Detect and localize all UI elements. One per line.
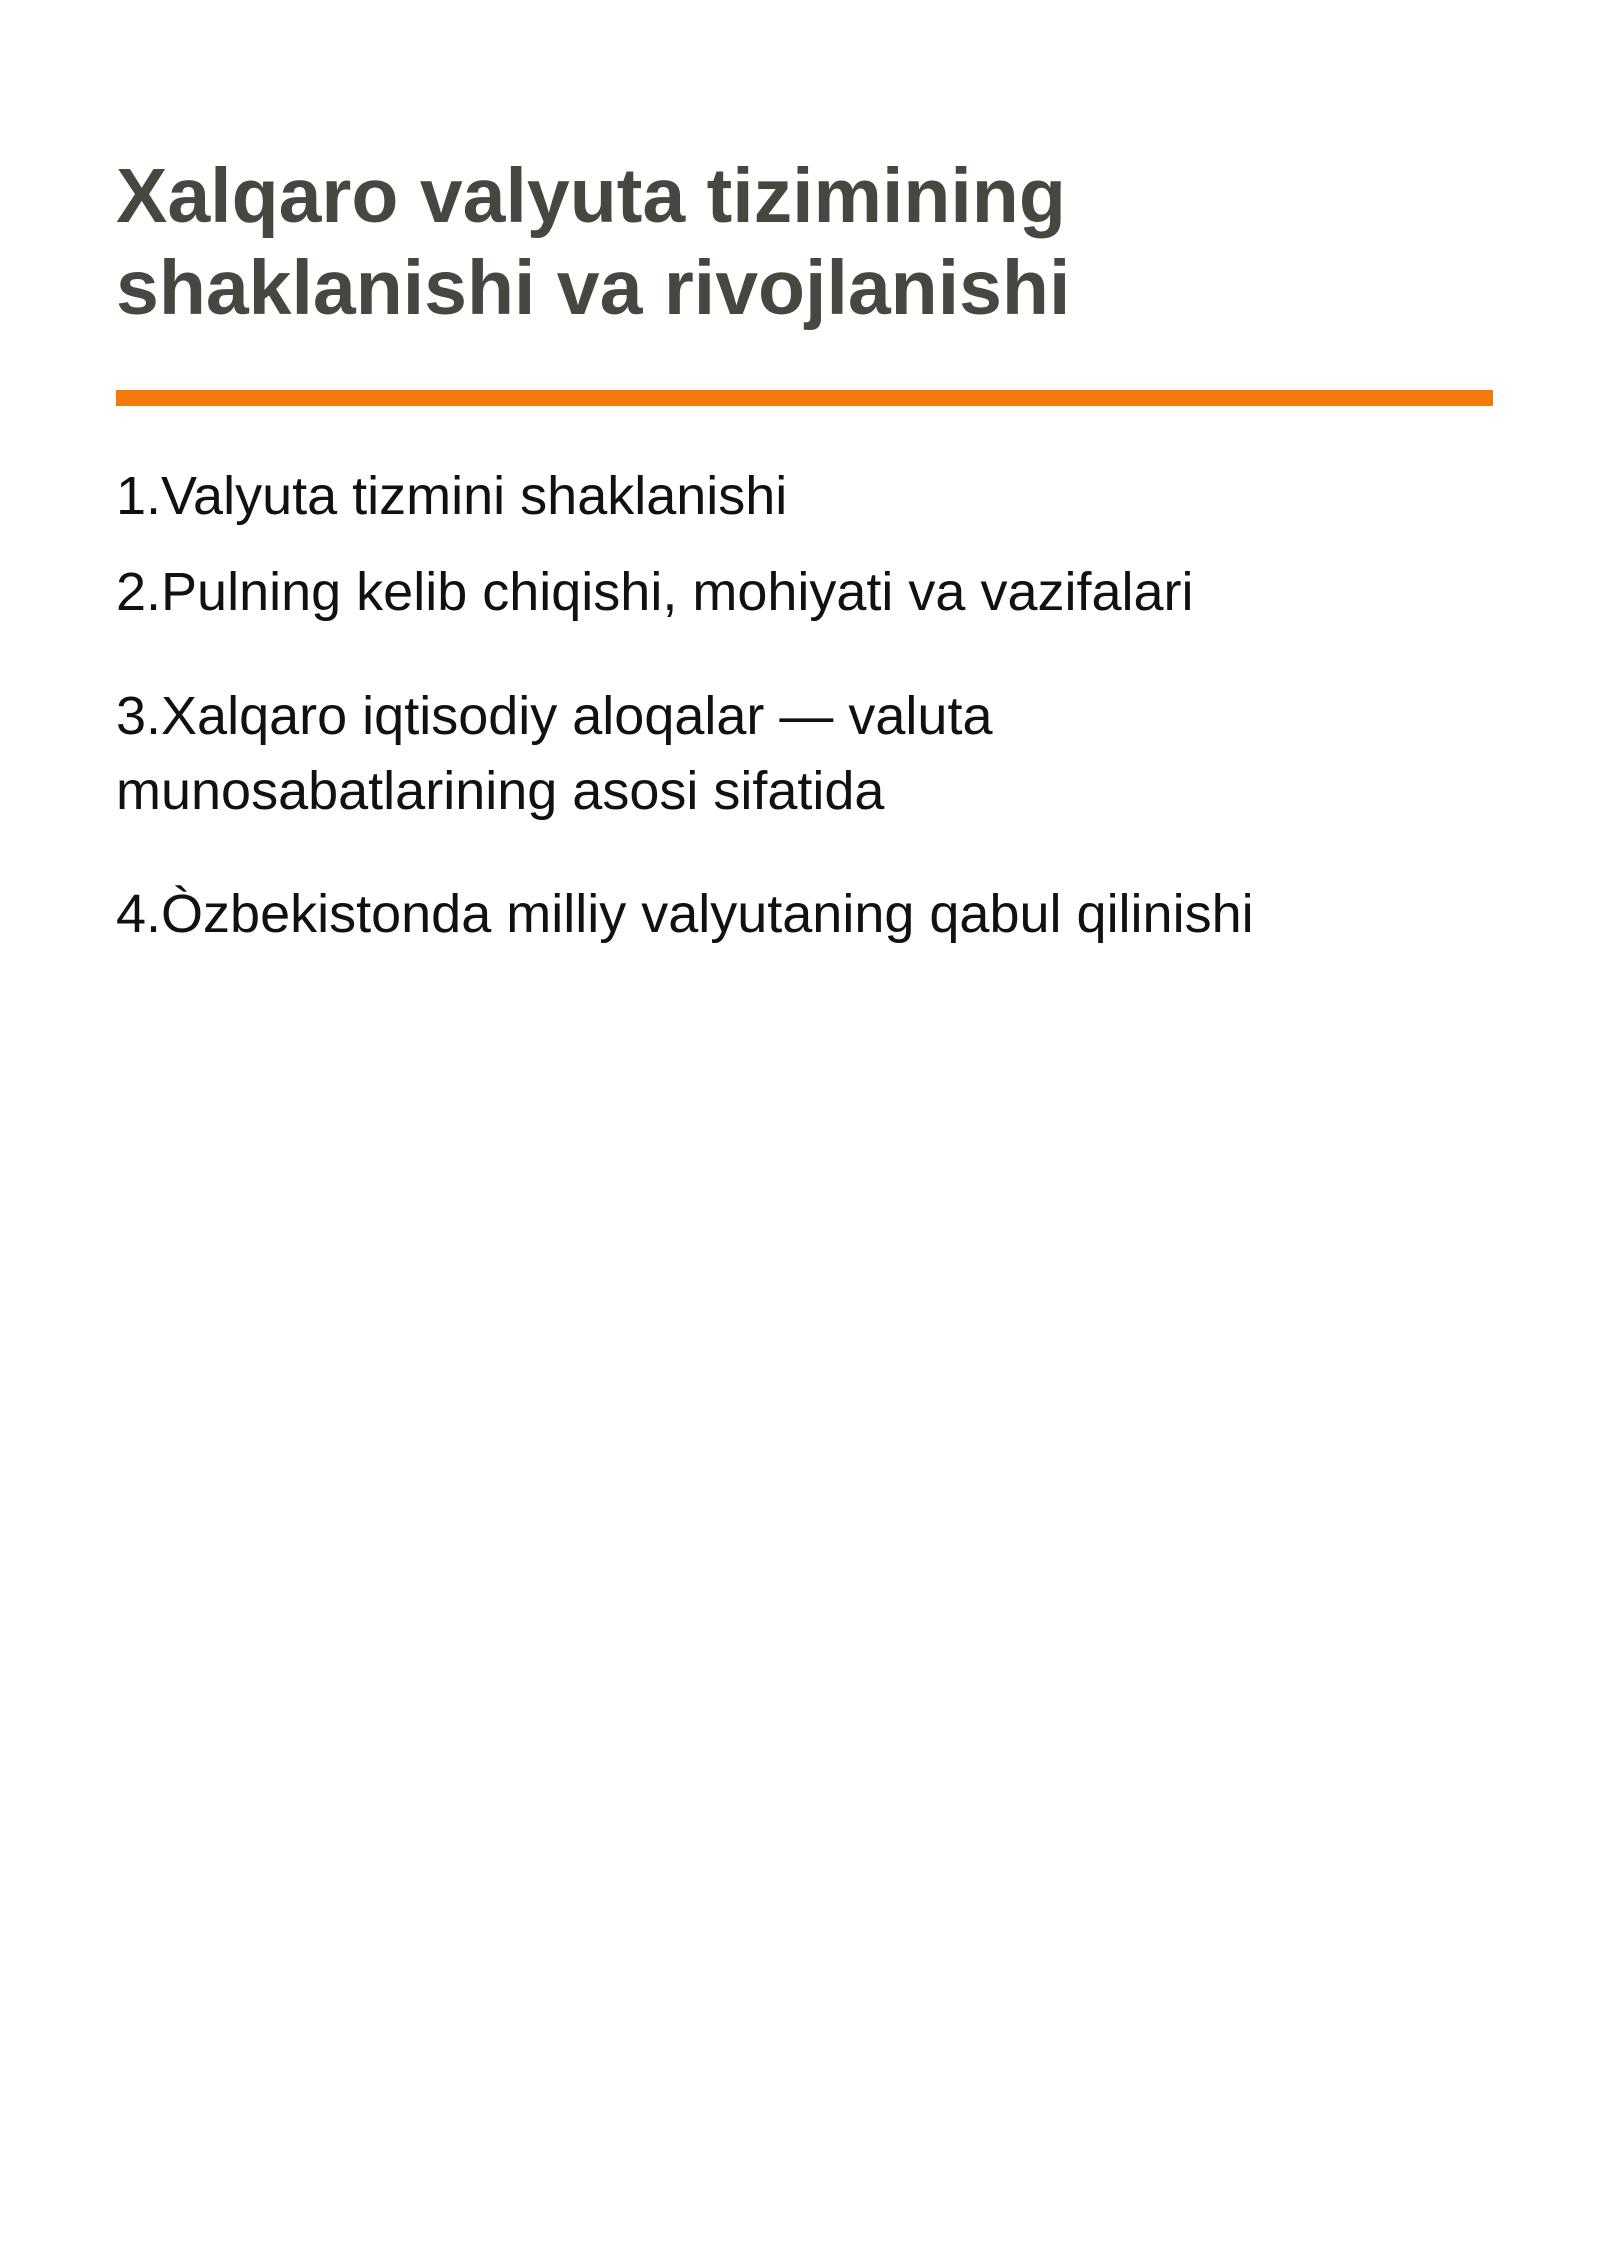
- list-item-3: [116, 679, 1496, 829]
- list-item-2: [116, 555, 1496, 630]
- list-item-text: 4.Òzbekistonda milliy valyutaning qabul qilinishi: [116, 884, 1254, 944]
- title-line-1: Xalqaro valyuta tizimining: [116, 153, 1066, 239]
- document-title: [116, 150, 1496, 334]
- title-line-2: shaklanishi va rivojlanishi: [116, 245, 1071, 331]
- list-item-text-line-1: 3.Xalqaro iqtisodiy aloqalar — valuta: [116, 686, 993, 746]
- list-item-4: [116, 877, 1496, 952]
- list-item-text-line-2: munosabatlarining asosi sifatida: [116, 761, 885, 821]
- list-item-text: 1.Valyuta tizmini shaklanishi: [116, 466, 788, 526]
- list-item-1: [116, 459, 1496, 534]
- list-item-text: 2.Pulning kelib chiqishi, mohiyati va vazifalari: [116, 562, 1194, 622]
- title-divider: [116, 390, 1493, 406]
